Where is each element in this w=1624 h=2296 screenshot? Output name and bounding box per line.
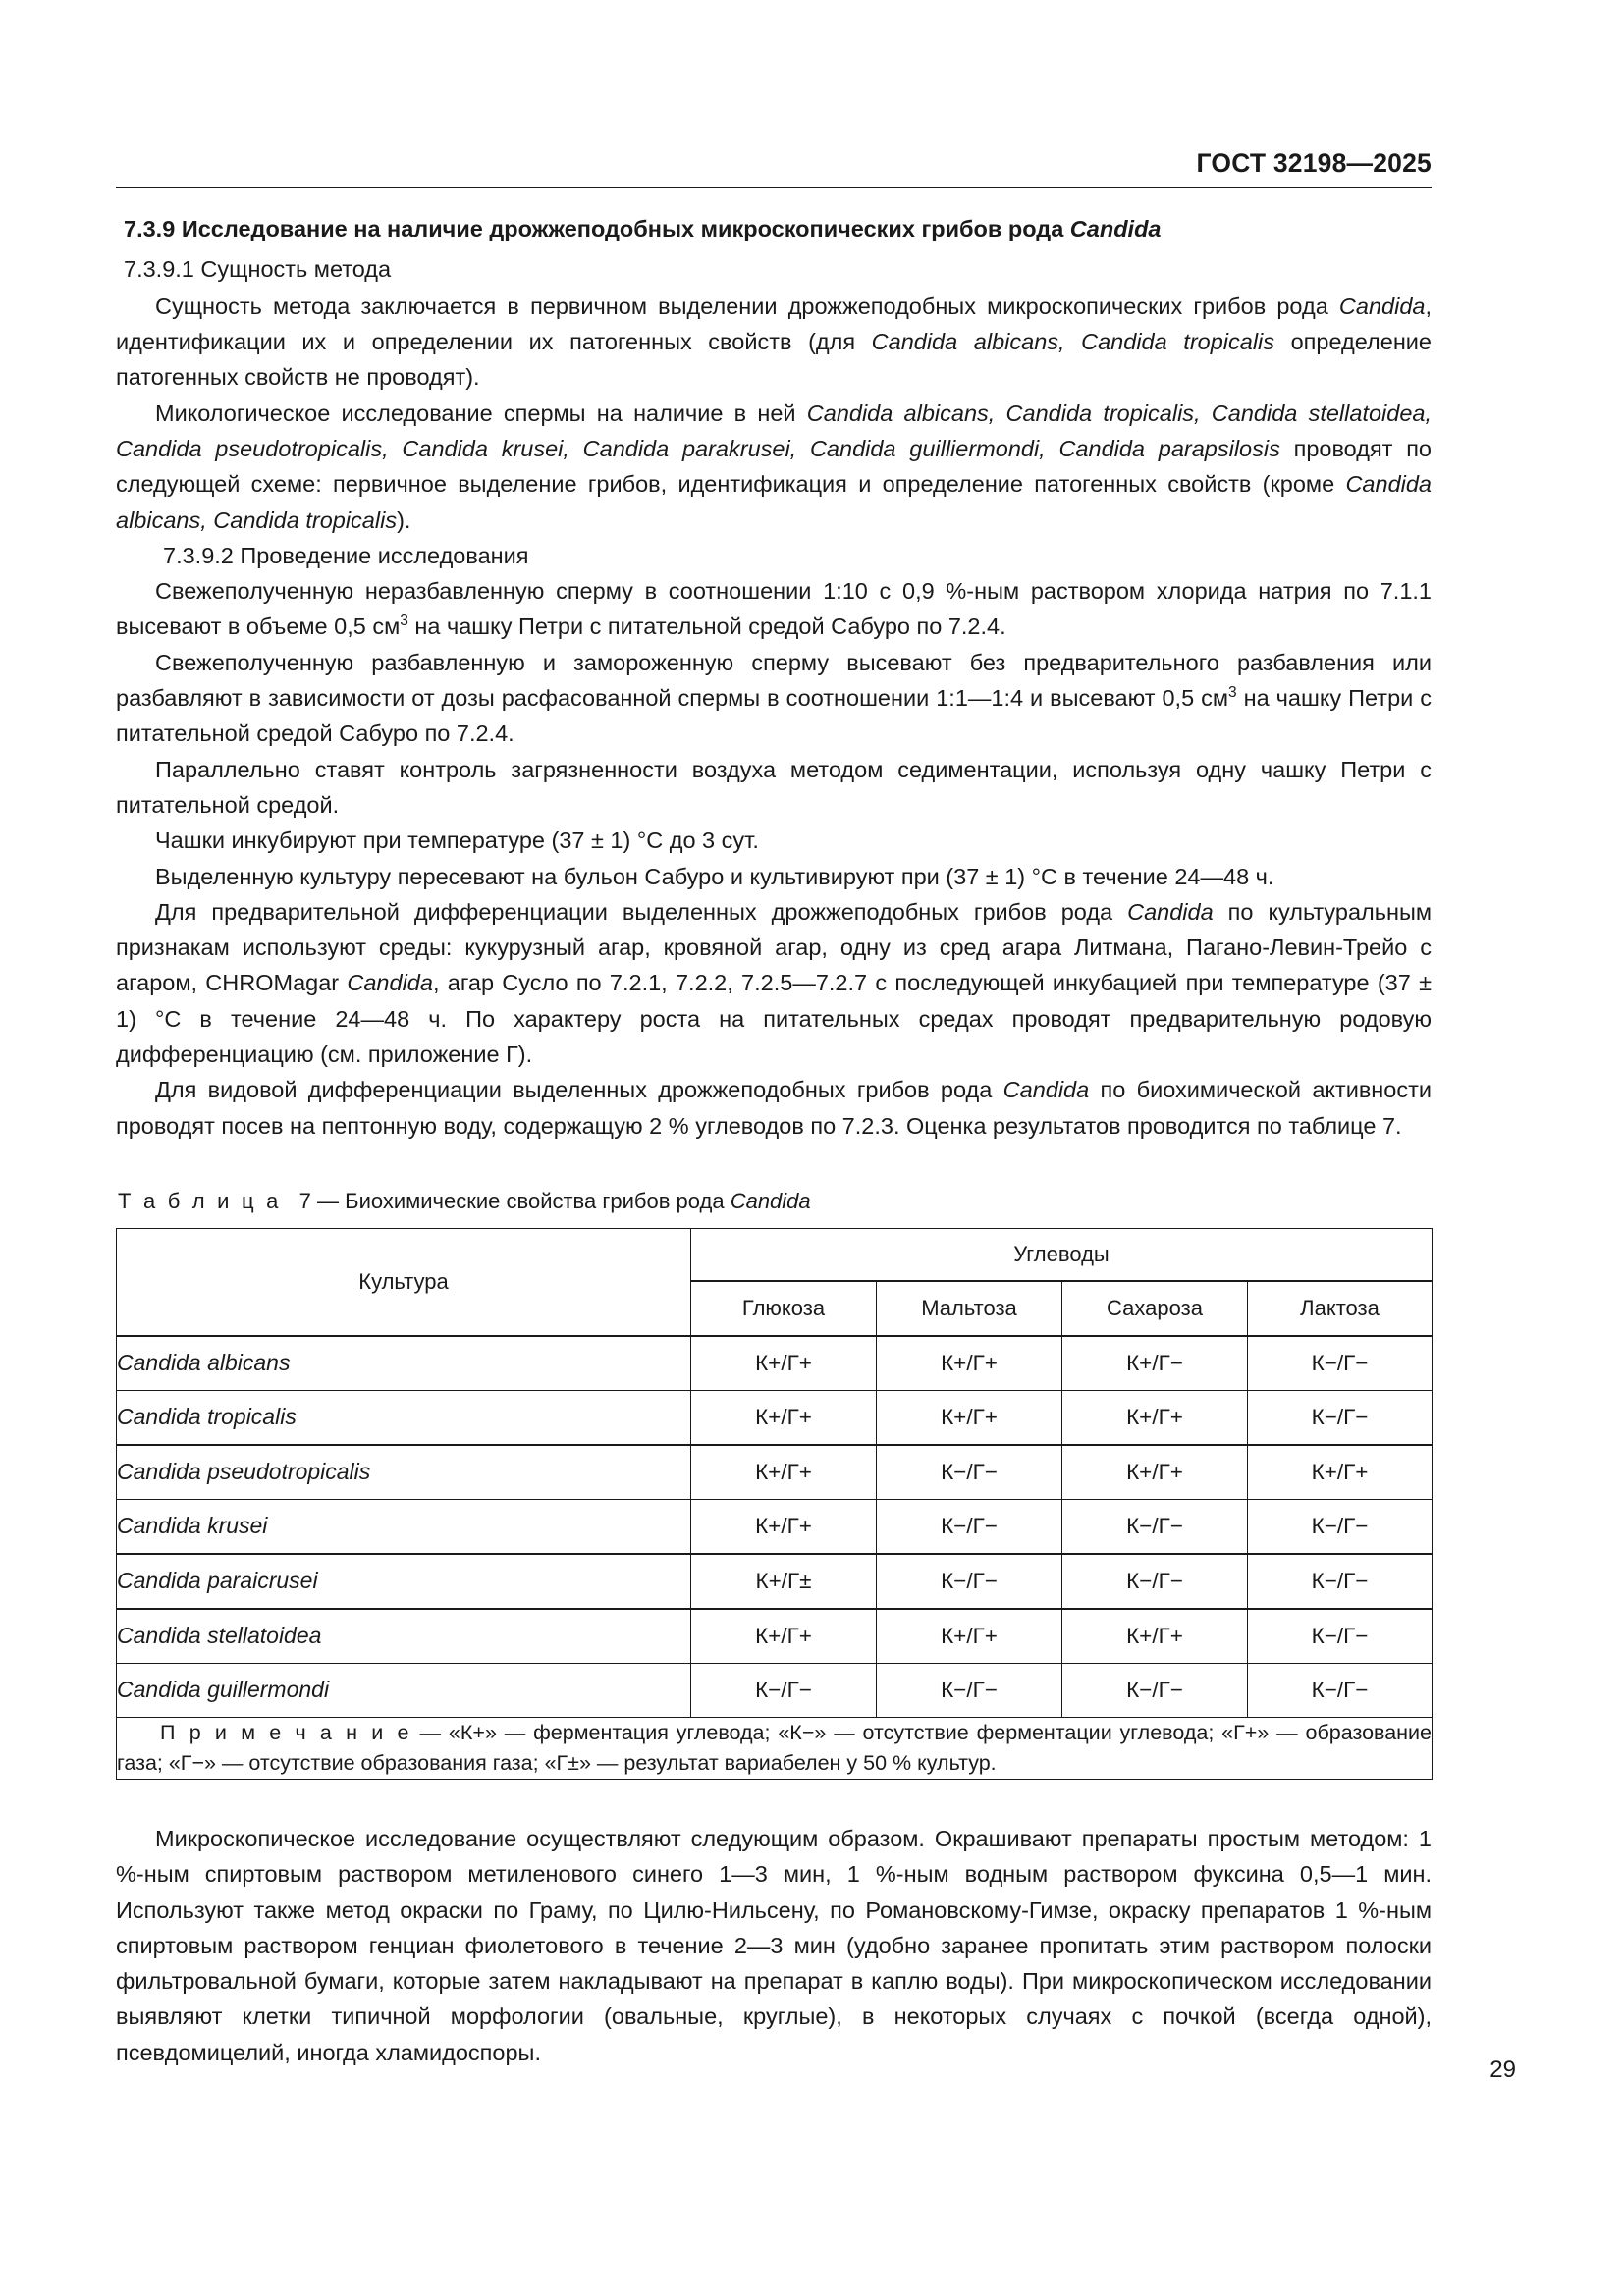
p2-text-a: Микологическое исследование спермы на наличие в ней	[155, 400, 807, 426]
heading-number: 7.3.9	[124, 216, 176, 241]
table-note-text: — «К+» — ферментация углевода; «К−» — отсутствие ферментации углевода; «Г+» — образование газа; «Г−» — отсутствие образования газа; «Г±» — результат вариабелен у 50 % культур.	[117, 1720, 1433, 1775]
subsection-heading-7-3-9-1	[116, 251, 1432, 287]
sub1-number: 7.3.9.1	[124, 255, 194, 282]
cell-maltose: К−/Г−	[877, 1663, 1062, 1717]
table-caption-italic-candida: Candida	[730, 1188, 811, 1213]
p8-italic-2: Candida	[347, 970, 433, 996]
paragraph-subculture-sabouraud-broth	[116, 859, 1432, 894]
paragraph-air-contamination-control	[116, 752, 1432, 824]
paragraph-mycological-study	[116, 396, 1432, 538]
table-header-row-group	[117, 1228, 1433, 1281]
column-header-maltose: Мальтоза	[877, 1281, 1062, 1336]
cell-maltose: К+/Г+	[877, 1336, 1062, 1391]
cell-lactose: К+/Г+	[1248, 1445, 1433, 1500]
paragraph-preliminary-differentiation	[116, 894, 1432, 1072]
table-body	[117, 1336, 1433, 1780]
paragraph-fresh-undiluted-semen	[116, 573, 1432, 645]
cell-maltose: К−/Г−	[877, 1445, 1062, 1500]
cell-culture: Candida krusei	[117, 1499, 691, 1554]
cell-sucrose: К−/Г−	[1062, 1499, 1248, 1554]
cell-maltose: К+/Г+	[877, 1390, 1062, 1445]
column-header-culture: Культура	[117, 1228, 691, 1336]
heading-text: Исследование на наличие дрожжеподобных микроскопических грибов рода	[181, 216, 1070, 241]
cell-sucrose: К+/Г+	[1062, 1609, 1248, 1664]
cell-glucose: К+/Г+	[691, 1609, 877, 1664]
paragraph-essence-of-method	[116, 289, 1432, 396]
column-group-header-carbohydrates: Углеводы	[691, 1228, 1433, 1281]
table-row	[117, 1554, 1433, 1609]
heading-italic-candida: Candida	[1069, 216, 1162, 241]
cell-lactose: К−/Г−	[1248, 1336, 1433, 1391]
cell-culture: Candida stellatoidea	[117, 1609, 691, 1664]
cell-sucrose: К−/Г−	[1062, 1663, 1248, 1717]
cell-culture: Candida guillermondi	[117, 1663, 691, 1717]
p8-text-a: Для предварительной дифференциации выделенных дрожжеподобных грибов рода	[155, 898, 1128, 925]
p3-text-a: Свежеполученную неразбавленную сперму в соотношении 1:10 с 0,9 %-ным раствором хлорида натрия по 7.1.1 высевают в объеме 0,5 см	[116, 578, 1432, 640]
p2-text-b: проводят по следующей схеме: первичное выделение грибов, идентификация и определение патогенных свойств (кроме	[116, 435, 1432, 498]
biochemical-properties-table	[116, 1228, 1433, 1780]
p1-text-c: определение патогенных свойств не проводят).	[116, 329, 1432, 391]
column-header-sucrose: Сахароза	[1062, 1281, 1248, 1336]
table-note-row	[117, 1717, 1433, 1779]
cell-culture: Candida pseudotropicalis	[117, 1445, 691, 1500]
table-row	[117, 1390, 1433, 1445]
header-divider	[116, 187, 1432, 188]
p9-italic-1: Candida	[1002, 1077, 1090, 1103]
table-row	[117, 1609, 1433, 1664]
p10-text: Микроскопическое исследование осуществляют следующим образом. Окрашивают препараты простым методом: 1 %-ным спиртовым раствором метиленового синего 1—3 мин, 1 %-ным водным раствором фуксина 0,5—1 мин. Используют также метод окраски по Граму, по Цилю-Нильсену, по Романовскому-Гимзе, окраску препаратов 1 %-ным спиртовым раствором генциан фиолетового в течение 2—3 мин (удобно заранее пропитать этим раствором полоски фильтровальной бумаги, которые затем накладывают на препарат в каплю воды). При микроскопическом исследовании выявляют клетки типичной морфологии (овальные, круглые), в некоторых случаях с почкой (всегда одной), псевдомицелий, иногда хламидоспоры.	[116, 1825, 1432, 2065]
p1-italic-2: Candida albicans, Candida tropicalis	[871, 329, 1275, 355]
p8-text-b: по культуральным признакам используют среды: кукурузный агар, кровяной агар, одну из сред агара Литмана, Пагано-Левин-Трейо с агаром, CHROMagar	[116, 898, 1432, 996]
cell-glucose: К+/Г±	[691, 1554, 877, 1609]
running-header-standard-ref: ГОСТ 32198—2025	[1196, 148, 1432, 178]
table-note-label: П р и м е ч а н и е	[160, 1720, 412, 1744]
page-number: 29	[1489, 2056, 1516, 2083]
p7-text: Выделенную культуру пересевают на бульон Сабуро и культивируют при (37 ± 1) °С в течение 24—48 ч.	[155, 863, 1274, 889]
table-header	[117, 1228, 1433, 1336]
table-note	[117, 1717, 1433, 1779]
p2-italic-1: Candida albicans, Candida tropicalis, Candida stellatoidea, Candida pseudotropicalis, Candida krusei, Candida parakrusei, Candida guilliermondi, Candida parapsilosis	[116, 400, 1433, 461]
paragraph-incubation-temperature	[116, 823, 1432, 858]
p1-italic-1: Candida	[1338, 293, 1426, 319]
p4-superscript-cubic: 3	[1228, 684, 1237, 702]
paragraph-diluted-frozen-semen	[116, 645, 1432, 752]
cell-lactose: К−/Г−	[1248, 1390, 1433, 1445]
body-text-block	[116, 218, 1432, 2070]
table-caption-number: 7	[298, 1188, 311, 1213]
table-caption-text: Биохимические свойства грибов рода	[345, 1188, 731, 1213]
cell-lactose: К−/Г−	[1248, 1609, 1433, 1664]
p2-text-c: ).	[397, 507, 411, 533]
cell-lactose: К−/Г−	[1248, 1663, 1433, 1717]
cell-sucrose: К+/Г+	[1062, 1390, 1248, 1445]
cell-lactose: К−/Г−	[1248, 1554, 1433, 1609]
p3-superscript-cubic: 3	[400, 613, 408, 630]
cell-culture: Candida paraicrusei	[117, 1554, 691, 1609]
table-row	[117, 1336, 1433, 1391]
cell-culture: Candida tropicalis	[117, 1390, 691, 1445]
p5-text: Параллельно ставят контроль загрязненности воздуха методом седиментации, используя одну чашку Петри с питательной средой.	[116, 756, 1432, 818]
p4-text-a: Свежеполученную разбавленную и замороженную сперму высевают без предварительного разбавления или разбавляют в зависимости от дозы расфасованной спермы в соотношении 1:1—1:4 и высевают 0,5 см	[116, 649, 1432, 712]
subsection-heading-7-3-9-2	[116, 538, 1432, 573]
p8-text-c: , агар Сусло по 7.2.1, 7.2.2, 7.2.5—7.2.7 с последующей инкубацией при температуре (37 ± 1) °С в течение 24—48 ч. По характеру роста на питательных средах проводят предварительную родовую дифференциацию (см. приложение Г).	[116, 970, 1432, 1068]
p6-text: Чашки инкубируют при температуре (37 ± 1) °С до 3 сут.	[155, 828, 759, 854]
cell-maltose: К−/Г−	[877, 1499, 1062, 1554]
table-caption-dash: —	[317, 1188, 340, 1213]
sub2-number: 7.3.9.2	[163, 542, 234, 568]
column-header-glucose: Глюкоза	[691, 1281, 877, 1336]
table-row	[117, 1445, 1433, 1500]
table-row	[117, 1499, 1433, 1554]
p1-text-a: Сущность метода заключается в первичном выделении дрожжеподобных микроскопических грибов рода	[155, 293, 1339, 319]
paragraph-species-differentiation	[116, 1072, 1432, 1144]
cell-glucose: К+/Г+	[691, 1390, 877, 1445]
table-row	[117, 1663, 1433, 1717]
cell-lactose: К−/Г−	[1248, 1499, 1433, 1554]
cell-maltose: К−/Г−	[877, 1554, 1062, 1609]
cell-sucrose: К+/Г+	[1062, 1445, 1248, 1500]
cell-culture: Candida albicans	[117, 1336, 691, 1391]
section-heading-7-3-9	[116, 218, 1432, 241]
p9-text-b: по биохимической активности проводят посев на пептонную воду, содержащую 2 % углеводов по 7.2.3. Оценка результатов проводится по таблице 7.	[116, 1077, 1432, 1139]
cell-sucrose: К+/Г−	[1062, 1336, 1248, 1391]
column-header-lactose: Лактоза	[1248, 1281, 1433, 1336]
p9-text-a: Для видовой дифференциации выделенных дрожжеподобных грибов рода	[155, 1077, 1003, 1103]
p4-text-b: на чашку Петри с питательной средой Сабуро по 7.2.4.	[116, 685, 1432, 747]
p3-text-b: на чашку Петри с питательной средой Сабуро по 7.2.4.	[407, 614, 1006, 640]
cell-glucose: К+/Г+	[691, 1499, 877, 1554]
cell-glucose: К+/Г+	[691, 1336, 877, 1391]
table-caption	[116, 1189, 1432, 1214]
paragraph-microscopic-examination	[116, 1821, 1432, 2070]
cell-glucose: К+/Г+	[691, 1445, 877, 1500]
p1-text-b: , идентификации их и определении их патогенных свойств (для	[116, 293, 1432, 355]
p8-italic-1: Candida	[1127, 898, 1214, 925]
table-caption-label: Т а б л и ц а	[118, 1188, 282, 1213]
p2-italic-2: Candida albicans, Candida tropicalis	[116, 471, 1432, 533]
sub2-title: Проведение исследования	[240, 542, 529, 568]
cell-glucose: К−/Г−	[691, 1663, 877, 1717]
cell-sucrose: К−/Г−	[1062, 1554, 1248, 1609]
cell-maltose: К+/Г+	[877, 1609, 1062, 1664]
sub1-title: Сущность метода	[200, 255, 392, 282]
